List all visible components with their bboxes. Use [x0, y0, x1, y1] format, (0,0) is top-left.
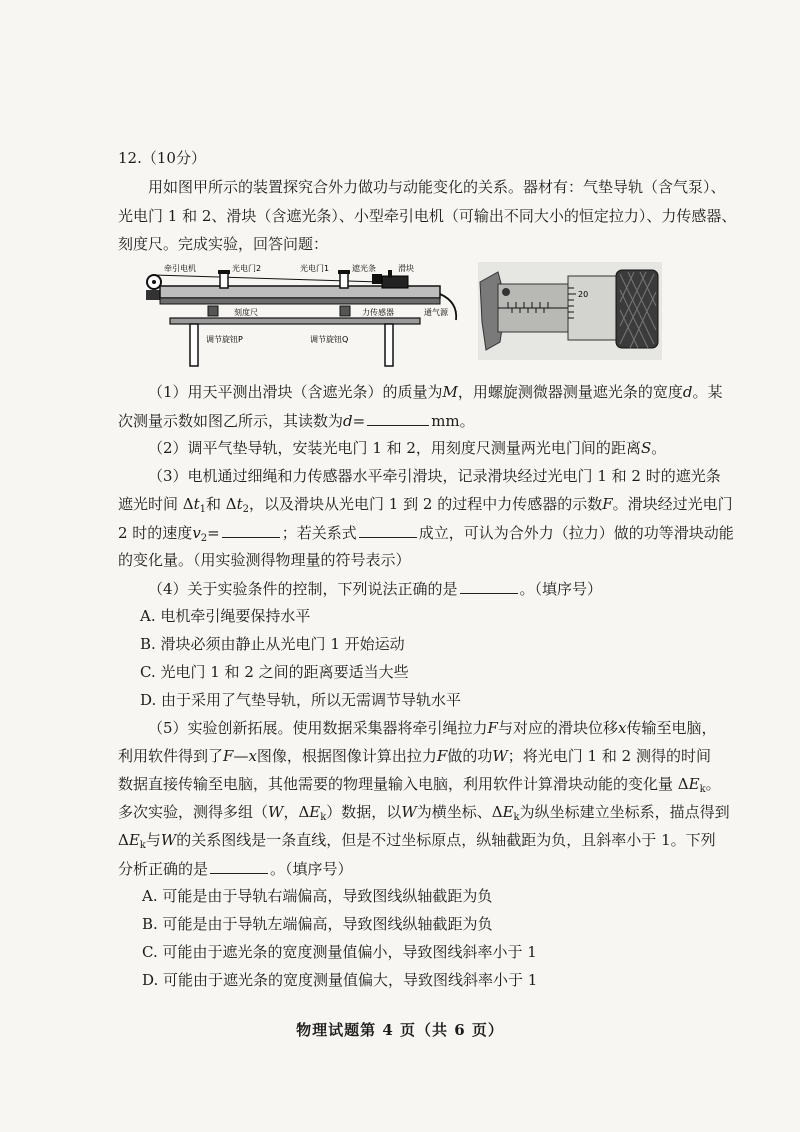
- intro-line-2: 光电门 1 和 2、滑块（含遮光条）、小型牵引电机（可输出不同大小的恒定拉力）、力传感器、: [118, 207, 737, 225]
- question-number: 12.（10分）: [118, 149, 206, 167]
- part-4-option-b: B. 滑块必须由静止从光电门 1 开始运动: [140, 635, 405, 653]
- part-5-line-2: 利用软件得到了F—x图像，根据图像计算出拉力F做的功W；将光电门 1 和 2 测得的时间: [118, 747, 711, 765]
- label-slider: 滑块: [398, 264, 414, 273]
- intro-line-1: 用如图甲所示的装置探究合外力做功与动能变化的关系。器材有：气垫导轨（含气泵）、: [148, 178, 726, 196]
- part-3-line-1: （3）电机通过细绳和力传感器水平牵引滑块，记录滑块经过光电门 1 和 2 时的遮光条: [148, 467, 721, 485]
- label-knob-p: 调节旋钮P: [206, 335, 243, 344]
- label-force-sensor: 力传感器: [362, 308, 394, 317]
- label-knob-q: 调节旋钮Q: [310, 335, 349, 344]
- part-5-line-1: （5）实验创新拓展。使用数据采集器将牵引绳拉力F与对应的滑块位移x传输至电脑，: [148, 719, 717, 737]
- intro-line-3: 刻度尺。完成实验，回答问题：: [118, 235, 329, 253]
- label-air-source: 通气源: [424, 308, 448, 317]
- part-5-option-c: C. 可能由于遮光条的宽度测量值偏小，导致图线斜率小于 1: [142, 943, 537, 961]
- part-3-line-3: 2 时的速度$v_2=$ ；若关系式 成立，可认为合外力（拉力）做的功等滑块动能: [118, 524, 734, 544]
- part-4-line: （4）关于实验条件的控制，下列说法正确的是 。（填序号）: [148, 580, 603, 598]
- micrometer-scale-label: 20: [578, 290, 589, 299]
- part-4-option-d: D. 由于采用了气垫导轨，所以无需调节导轨水平: [140, 691, 462, 709]
- label-gate2: 光电门2: [232, 264, 262, 273]
- answer-blank-part4[interactable]: [460, 578, 518, 594]
- label-shade: 遮光条: [352, 264, 376, 273]
- part-5-line-3: 数据直接传输至电脑，其他需要的物理量输入电脑，利用软件计算滑块动能的变化量 $\Delta E_k$。: [118, 775, 721, 795]
- part-5-option-b: B. 可能是由于导轨左端偏高，导致图线纵轴截距为负: [142, 915, 493, 933]
- answer-blank-part5[interactable]: [210, 858, 268, 874]
- part-5-line-6: 分析正确的是 。（填序号）: [118, 860, 353, 878]
- air-track-apparatus-figure: [140, 262, 460, 372]
- answer-blank-d[interactable]: [367, 410, 429, 426]
- part-4-option-a: A. 电机牵引绳要保持水平: [140, 607, 311, 625]
- part-3-line-4: 的变化量。（用实验测得物理量的符号表示）: [118, 551, 411, 569]
- part-3-line-2: 遮光时间 $\Delta t_1$和 $\Delta t_2$，以及滑块从光电门 1 到 2 的过程中力传感器的示数F。滑块经过光电门: [118, 495, 733, 515]
- page-footer: 物理试题第 4 页（共 6 页）: [296, 1021, 504, 1039]
- label-motor: 牵引电机: [164, 264, 196, 273]
- part-5-option-a: A. 可能是由于导轨右端偏高，导致图线纵轴截距为负: [142, 887, 493, 905]
- part-1-line-1: （1）用天平测出滑块（含遮光条）的质量为M，用螺旋测微器测量遮光条的宽度d。某: [148, 383, 723, 401]
- part-5-line-4: 多次实验，测得多组（W，$\Delta E_k$）数据，以W为横坐标、$\Delta E_k$为纵坐标建立坐标系，描点得到: [118, 803, 730, 823]
- label-gate1: 光电门1: [300, 264, 330, 273]
- part-5-option-d: D. 可能由于遮光条的宽度测量值偏大，导致图线斜率小于 1: [142, 971, 538, 989]
- part-1-line-2: 次测量示数如图乙所示，其读数为d= mm。: [118, 412, 475, 430]
- answer-blank-v2[interactable]: [222, 522, 280, 538]
- part-2-line: （2）调平气垫导轨，安装光电门 1 和 2，用刻度尺测量两光电门间的距离S。: [148, 439, 667, 457]
- answer-blank-relation[interactable]: [359, 522, 417, 538]
- part-5-line-5: $\Delta E_k$与W的关系图线是一条直线，但是不过坐标原点，纵轴截距为负，且斜率小于 1。下列: [118, 831, 716, 851]
- part-4-option-c: C. 光电门 1 和 2 之间的距离要适当大些: [140, 663, 409, 681]
- micrometer-figure: [478, 262, 662, 360]
- label-ruler: 刻度尺: [234, 308, 258, 317]
